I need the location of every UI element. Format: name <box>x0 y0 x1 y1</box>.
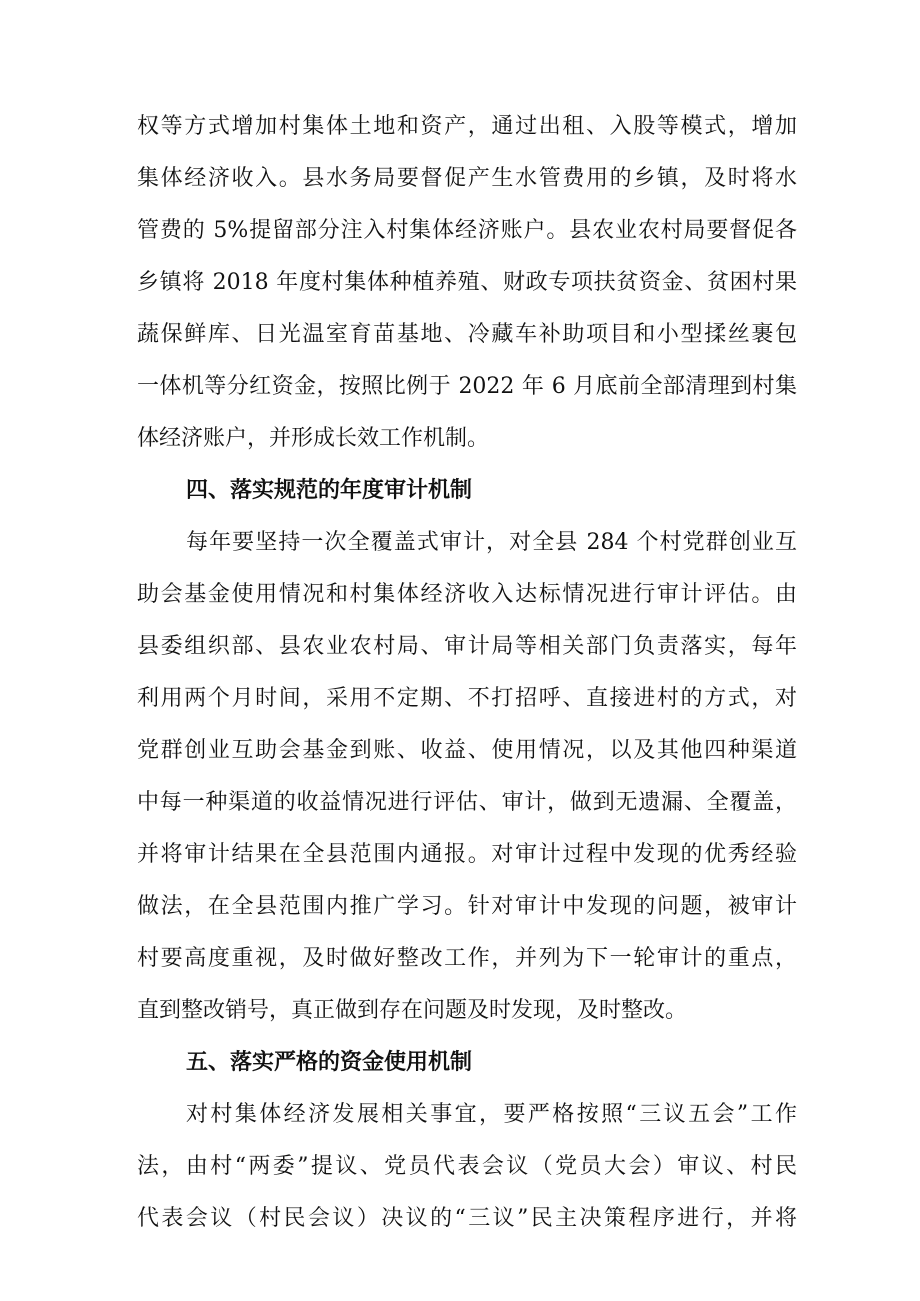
text-line: 县委组织部、县农业农村局、审计局等相关部门负责落实，每年 <box>137 634 797 659</box>
text-line: 集体经济收入。县水务局要督促产生水管费用的乡镇，及时将水 <box>137 166 797 191</box>
text-line: 法，由村“两委”提议、党员代表会议（党员大会）审议、村民 <box>137 1154 797 1179</box>
text-line: 每年要坚持一次全覆盖式审计，对全县 284 个村党群创业互 <box>186 530 797 555</box>
text-line: 一体机等分红资金，按照比例于 2022 年 6 月底前全部清理到村集 <box>137 374 797 399</box>
section-heading-audit: 四、落实规范的年度审计机制 <box>186 478 473 503</box>
text-line: 助会基金使用情况和村集体经济收入达标情况进行审计评估。由 <box>137 582 797 607</box>
text-line: 蔬保鲜库、日光温室育苗基地、冷藏车补助项目和小型揉丝裹包 <box>137 322 797 347</box>
text-line: 权等方式增加村集体土地和资产，通过出租、入股等模式，增加 <box>137 114 797 139</box>
text-line: 对村集体经济发展相关事宜，要严格按照“三议五会”工作 <box>186 1102 797 1127</box>
text-line: 中每一种渠道的收益情况进行评估、审计，做到无遗漏、全覆盖， <box>137 790 797 815</box>
text-line: 体经济账户，并形成长效工作机制。 <box>137 426 490 451</box>
text-line: 代表会议（村民会议）决议的“三议”民主决策程序进行，并将 <box>137 1206 797 1231</box>
text-line: 并将审计结果在全县范围内通报。对审计过程中发现的优秀经验 <box>137 842 797 867</box>
section-heading-funds: 五、落实严格的资金使用机制 <box>186 1050 473 1075</box>
text-line: 党群创业互助会基金到账、收益、使用情况，以及其他四种渠道 <box>137 738 797 763</box>
text-line: 利用两个月时间，采用不定期、不打招呼、直接进村的方式，对 <box>137 686 797 711</box>
text-line: 做法，在全县范围内推广学习。针对审计中发现的问题，被审计 <box>137 894 797 919</box>
text-line: 管费的 5%提留部分注入村集体经济账户。县农业农村局要督促各 <box>137 218 797 243</box>
text-line: 村要高度重视，及时做好整改工作，并列为下一轮审计的重点， <box>137 946 797 971</box>
text-line: 乡镇将 2018 年度村集体种植养殖、财政专项扶贫资金、贫困村果 <box>137 270 797 295</box>
text-line: 直到整改销号，真正做到存在问题及时发现，及时整改。 <box>137 998 688 1023</box>
